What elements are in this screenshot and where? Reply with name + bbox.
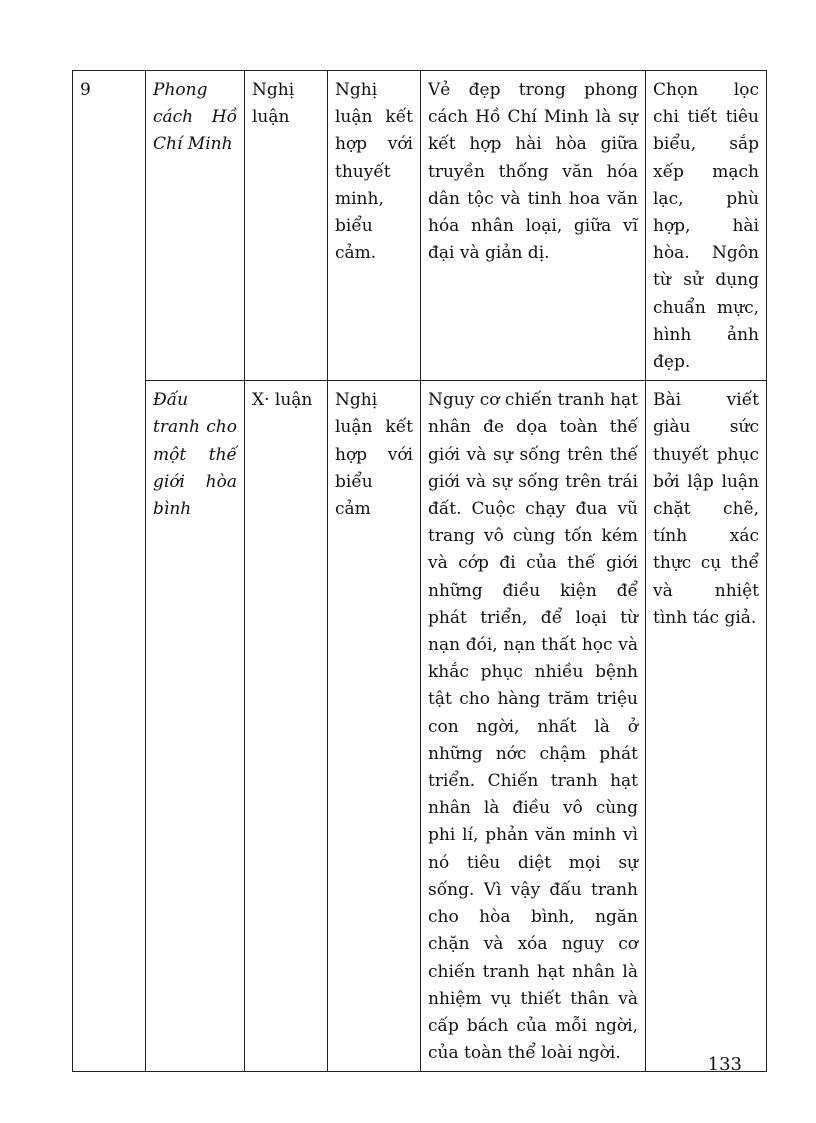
page-number: 133	[707, 1054, 742, 1075]
table-row	[73, 71, 767, 381]
work-artistry: Chọn lọc chi tiết tiêu biểu, sắp xếp mạch lạc, phù hợp, hài hòa. Ngôn từ sử dụng chuẩn mực, hình ảnh đẹp.	[646, 71, 767, 381]
literature-table	[72, 70, 767, 1072]
work-genre: X· luận	[245, 381, 328, 1072]
work-title: Phong cách Hồ Chí Minh	[146, 71, 245, 381]
work-content: Nguy cơ chiến tranh hạt nhân đe dọa toàn thế giới và sự sống trên thế giới và sự sống trên trái đất. Cuộc chạy đua vũ trang vô cùng tốn kém và cớp đi của thế giới những điều kiện để phát triển, để loại từ nạn đói, nạn thất học và khắc phục nhiều bệnh tật cho hàng trăm triệu con ngời, nhất là ở những nớc chậm phát triển. Chiến tranh hạt nhân là điều vô cùng phi lí, phản văn minh vì nó tiêu diệt mọi sự sống. Vì vậy đấu tranh cho hòa bình, ngăn chặn và xóa nguy cơ chiến tranh hạt nhân là nhiệm vụ thiết thân và cấp bách của mỗi ngời, của toàn thể loài ngời.	[421, 381, 646, 1072]
work-genre: Nghị luận	[245, 71, 328, 381]
expression-mode: Nghị luận kết hợp với thuyết minh, biểu cảm.	[328, 71, 421, 381]
work-content: Vẻ đẹp trong phong cách Hồ Chí Minh là sự kết hợp hài hòa giữa truyền thống văn hóa dân tộc và tinh hoa văn hóa nhân loại, giữa vĩ đại và giản dị.	[421, 71, 646, 381]
work-title: Đấu tranh cho một thế giới hòa bình	[146, 381, 245, 1072]
table-row	[73, 381, 767, 1072]
expression-mode: Nghị luận kết hợp với biểu cảm	[328, 381, 421, 1072]
row-number: 9	[73, 71, 146, 1072]
work-artistry: Bài viết giàu sức thuyết phục bởi lập luận chặt chẽ, tính xác thực cụ thể và nhiệt tình tác giả.	[646, 381, 767, 1072]
